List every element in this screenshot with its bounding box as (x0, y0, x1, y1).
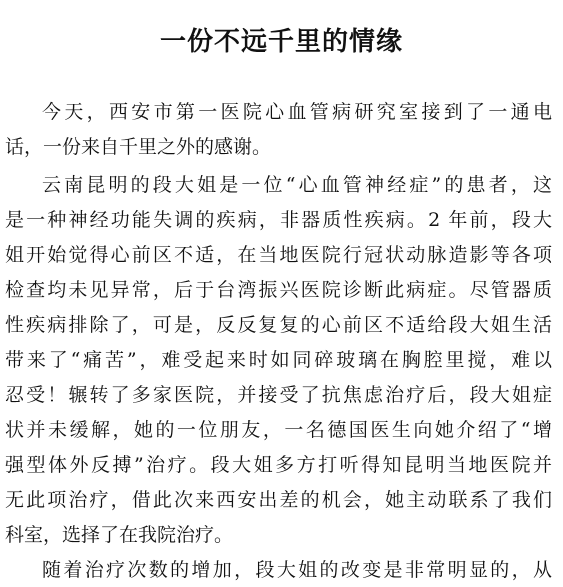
text-line: 今天，西安市第一医院心血管病研究室接到了一通电 (42, 101, 552, 123)
article-title: 一份不远千里的情缘 (159, 27, 403, 57)
text-line: 性疾病排除了，可是，反反复复的心前区不适给段大姐生活 (5, 314, 552, 336)
text-line: 状并未缓解，她的一位朋友，一名德国医生向她介绍了“增 (5, 419, 552, 441)
text-line: 强型体外反搏”治疗。段大姐多方打听得知昆明当地医院并 (5, 454, 552, 476)
text-line: 忍受！辗转了多家医院，并接受了抗焦虑治疗后，段大姐症 (5, 384, 552, 406)
text-line: 科室，选择了在我院治疗。 (5, 524, 234, 546)
text-line: 检查均未见异常，后于台湾振兴医院诊断此病症。尽管器质 (5, 279, 552, 301)
text-line: 云南昆明的段大姐是一位“心血管神经症”的患者，这 (42, 174, 552, 196)
text-line: 带来了“痛苦”，难受起来时如同碎玻璃在胸腔里搅，难以 (5, 349, 552, 371)
text-line: 无此项治疗，借此次来西安出差的机会，她主动联系了我们 (5, 489, 552, 511)
text-line: 是一种神经功能失调的疾病，非器质性疾病。2 年前，段大 (5, 209, 552, 231)
text-line: 姐开始觉得心前区不适，在当地医院行冠状动脉造影等各项 (5, 244, 552, 266)
text-line: 随着治疗次数的增加，段大姐的改变是非常明显的，从 (42, 559, 552, 581)
text-line: 话，一份来自千里之外的感谢。 (5, 136, 272, 158)
